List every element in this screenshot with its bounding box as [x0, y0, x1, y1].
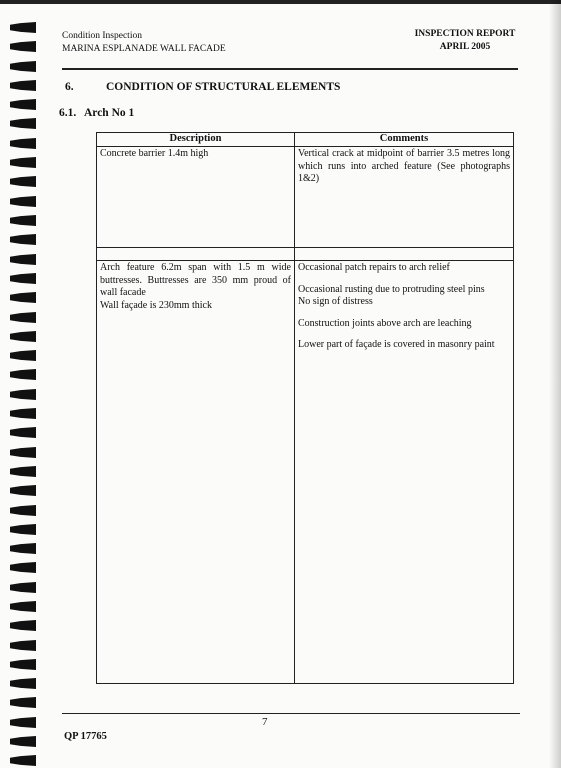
binding-coil — [10, 582, 36, 593]
binding-coil — [10, 543, 36, 554]
binding-coil — [10, 234, 36, 245]
binding-coil — [10, 524, 36, 535]
binding-coil — [10, 736, 36, 747]
binding-coil — [10, 157, 36, 168]
binding-coil — [10, 697, 36, 708]
inspection-table — [96, 132, 514, 684]
row2-description — [97, 261, 295, 684]
binding-coil — [10, 331, 36, 342]
binding-coil — [10, 99, 36, 110]
row2-comments — [295, 261, 514, 684]
comment-text: Occasional patch repairs to arch relief — [298, 262, 450, 273]
binding-coil — [10, 389, 36, 400]
header-subject: Condition Inspection — [62, 31, 142, 41]
binding-coil — [10, 41, 36, 52]
binding-coil — [10, 717, 36, 728]
header-project: MARINA ESPLANADE WALL FACADE — [62, 44, 226, 54]
binding-coil — [10, 292, 36, 303]
section-title: CONDITION OF STRUCTURAL ELEMENTS — [106, 81, 341, 93]
binding-coil — [10, 215, 36, 226]
binding-coil — [10, 350, 36, 361]
binding-coil — [10, 505, 36, 516]
page-edge-shadow — [549, 0, 561, 768]
table-row — [97, 261, 514, 684]
description-text: Wall façade is 230mm thick — [100, 299, 212, 311]
comment-text: Construction joints above arch are leaching — [298, 317, 472, 329]
comment-text: No sign of distress — [298, 296, 373, 307]
section-number: 6. — [65, 81, 74, 93]
binding-coil — [10, 254, 36, 265]
binding-coil — [10, 196, 36, 207]
binding-coil — [10, 678, 36, 689]
column-header-comments: Comments — [295, 133, 514, 147]
binding-coil — [10, 755, 36, 766]
row1-comments — [295, 147, 514, 248]
binding-coil — [10, 22, 36, 33]
binding-coil — [10, 138, 36, 149]
header-report-type: INSPECTION REPORT — [414, 29, 516, 39]
binding-coil — [10, 640, 36, 651]
table-row — [97, 147, 514, 248]
header-left — [62, 30, 226, 56]
binding-coil — [10, 80, 36, 91]
page-top-edge — [0, 0, 561, 4]
binding-coil — [10, 447, 36, 458]
page-number: 7 — [262, 716, 268, 728]
description-text: Concrete barrier 1.4m high — [100, 148, 209, 159]
description-text: Arch feature 6.2m span with 1.5 m wide buttresses. Buttresses are 350 mm proud of wall facade — [100, 262, 291, 298]
subsection-title: Arch No 1 — [84, 107, 135, 119]
binding-coil — [10, 176, 36, 187]
binding-coil — [10, 601, 36, 612]
footer-rule — [62, 713, 520, 714]
binding-coil — [10, 118, 36, 129]
subsection-number: 6.1. — [59, 107, 77, 119]
comment-text: Lower part of façade is covered in masonry paint — [298, 339, 495, 350]
document-reference: QP 17765 — [64, 731, 107, 742]
row1-description — [97, 147, 295, 248]
column-header-description: Description — [97, 133, 295, 147]
spiral-binding — [0, 8, 40, 768]
binding-coil — [10, 408, 36, 419]
binding-coil — [10, 466, 36, 477]
header-date: APRIL 2005 — [439, 42, 491, 52]
binding-coil — [10, 312, 36, 323]
header-right — [412, 28, 518, 54]
header-rule — [62, 68, 518, 70]
table-header-row — [97, 133, 514, 147]
comment-text: Occasional rusting due to protruding steel pins — [298, 283, 485, 295]
comment-text: Vertical crack at midpoint of barrier 3.5 metres long which runs into arched feature (See photographs 1&2) — [298, 148, 510, 184]
binding-coil — [10, 61, 36, 72]
binding-coil — [10, 369, 36, 380]
binding-coil — [10, 562, 36, 573]
binding-coil — [10, 427, 36, 438]
binding-coil — [10, 485, 36, 496]
binding-coil — [10, 620, 36, 631]
table-spacer-row — [97, 248, 514, 261]
binding-coil — [10, 273, 36, 284]
binding-coil — [10, 659, 36, 670]
